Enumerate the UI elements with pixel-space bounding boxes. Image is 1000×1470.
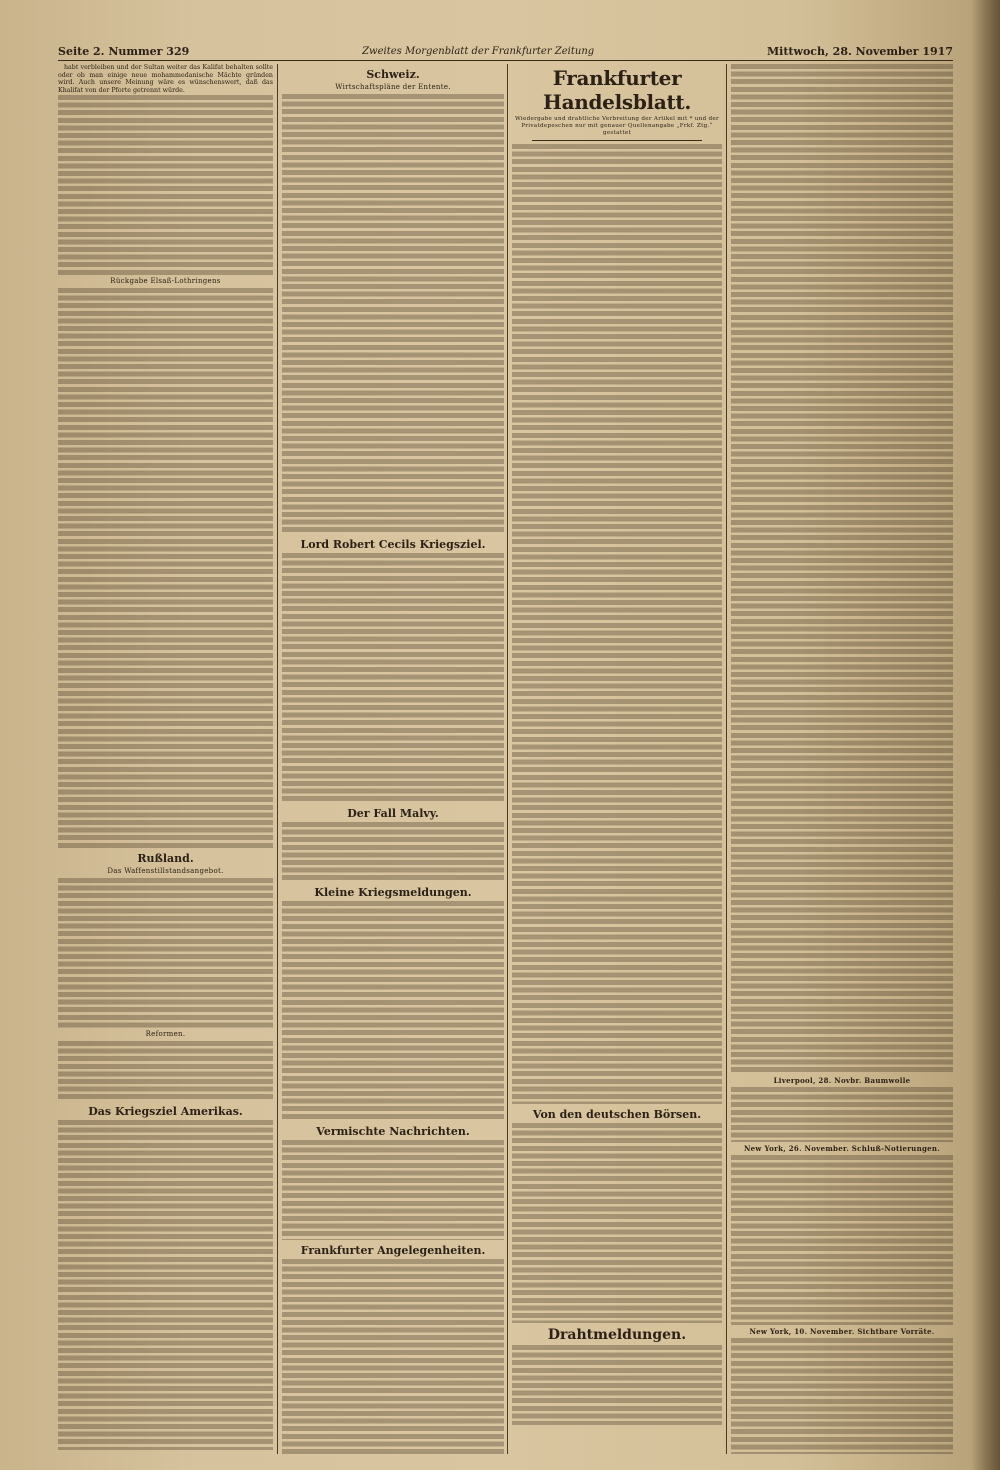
page-header bbox=[58, 42, 953, 61]
section-heading: Vermischte Nachrichten. bbox=[316, 1125, 470, 1138]
market-heading: New York, 10. November. Sichtbare Vorräte. bbox=[749, 1327, 935, 1336]
column-1 bbox=[58, 64, 273, 1454]
text-block bbox=[512, 1345, 722, 1425]
section-heading: Kleine Kriegsmeldungen. bbox=[314, 886, 472, 899]
section-subheading: Das Waffenstillstandsangebot. bbox=[107, 867, 224, 876]
market-heading: Liverpool, 28. Novbr. Baumwolle bbox=[773, 1076, 911, 1085]
reprint-notice: Wiedergabe und drahtliche Verbreitung der Artikel mit * und der Privatdepeschen nur mit genauer Quellenangabe „Frkf. Ztg.“ gestattet bbox=[514, 116, 720, 136]
column-2 bbox=[282, 64, 504, 1454]
section-heading: Von den deutschen Börsen. bbox=[532, 1108, 702, 1121]
text-block bbox=[282, 553, 504, 803]
text-block bbox=[58, 95, 273, 275]
text-block bbox=[282, 1259, 504, 1454]
text-block bbox=[282, 1140, 504, 1240]
section-heading: Das Kriegsziel Amerikas. bbox=[88, 1105, 243, 1119]
text-block bbox=[512, 144, 722, 1104]
quote-table bbox=[731, 1087, 953, 1142]
section-heading: Der Fall Malvy. bbox=[347, 807, 439, 820]
newspaper-name: Zweites Morgenblatt der Frankfurter Zeitung bbox=[362, 45, 595, 57]
section-subheading: Reformen. bbox=[145, 1030, 186, 1039]
column-rule bbox=[726, 64, 727, 1454]
column-rule bbox=[277, 64, 278, 1454]
text-block bbox=[58, 1041, 273, 1101]
text-block bbox=[282, 901, 504, 1121]
page-spine-shadow bbox=[972, 0, 1000, 1470]
quote-table bbox=[731, 1155, 953, 1325]
issue-date: Mittwoch, 28. November 1917 bbox=[766, 44, 953, 58]
column-3 bbox=[512, 64, 722, 1454]
text-block bbox=[58, 288, 273, 848]
inline-heading: Rückgabe Elsaß-Lothringens bbox=[110, 277, 221, 286]
divider bbox=[532, 140, 702, 141]
article-text: habt verbleiben und der Sultan weiter das Kalifat behalten sollte oder ob man einige neue mohammedanische Mächte gründen wird. Auch unsere Meinung wäre es wünschenswert, daß das Khalifat von der Pforte getrennt würde. bbox=[58, 64, 273, 94]
section-heading: Schweiz. bbox=[366, 68, 420, 81]
column-rule bbox=[507, 64, 508, 1454]
quote-table bbox=[731, 1338, 953, 1454]
section-title: Frankfurter Handelsblatt. bbox=[542, 66, 692, 114]
market-heading: New York, 26. November. Schluß-Notierungen. bbox=[743, 1144, 941, 1153]
section-subheading: Wirtschaftspläne der Entente. bbox=[335, 83, 451, 91]
section-heading: Drahtmeldungen. bbox=[547, 1327, 687, 1343]
section-heading: Lord Robert Cecils Kriegsziel. bbox=[300, 538, 486, 551]
section-heading: Frankfurter Angelegenheiten. bbox=[300, 1244, 486, 1257]
text-block bbox=[731, 64, 953, 1074]
text-block bbox=[282, 94, 504, 534]
page-number: Seite 2. Nummer 329 bbox=[58, 44, 190, 58]
section-heading: Rußland. bbox=[137, 852, 194, 866]
text-block bbox=[58, 878, 273, 1028]
text-block bbox=[512, 1123, 722, 1323]
text-block bbox=[58, 1120, 273, 1450]
column-4 bbox=[731, 64, 953, 1454]
text-block bbox=[282, 822, 504, 882]
